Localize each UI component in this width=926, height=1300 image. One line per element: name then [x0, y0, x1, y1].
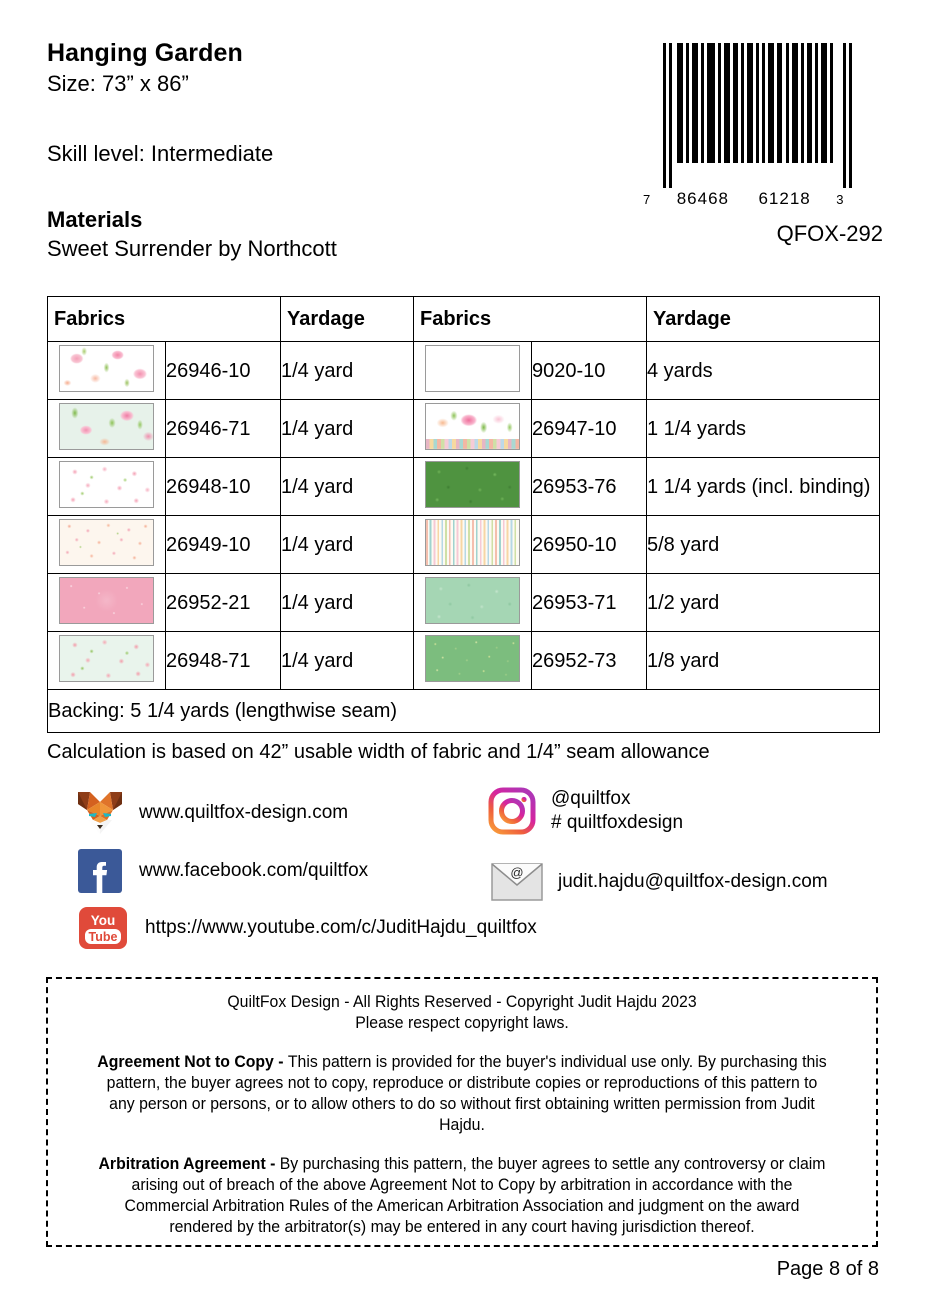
table-header-row — [48, 297, 880, 342]
column-header-fabrics-left: Fabrics — [48, 297, 281, 342]
fabric-swatch-cell — [48, 458, 166, 516]
svg-text:Tube: Tube — [88, 930, 118, 944]
fabric-yardage: 4 yards — [647, 342, 880, 400]
website-url[interactable]: www.quiltfox-design.com — [139, 802, 349, 823]
fox-logo-icon — [75, 790, 125, 836]
fabric-swatch-26947-10 — [425, 403, 520, 450]
fabric-swatch-26948-71 — [59, 635, 154, 682]
envelope-icon — [490, 862, 544, 902]
copyright-line-2: Please respect copyright laws. — [355, 1013, 569, 1032]
arbitration-agreement-body: By purchasing this pattern, the buyer agrees to settle any controversy or claim arising out of breach of the above Agreement Not to Copy by arbitration in accordance with the Commercial Arbitration Rules of the American Arbitration Association and judgment on the award rendered by the arbitrator(s) may be entered in any court having jurisdiction thereof. — [124, 1154, 826, 1236]
skill-level: Skill level: Intermediate — [47, 141, 274, 166]
fabric-code: 26949-10 — [166, 516, 281, 574]
column-header-yardage-right: Yardage — [647, 297, 880, 342]
fabric-yardage: 1/8 yard — [647, 632, 880, 690]
fabric-swatch-cell — [414, 632, 532, 690]
contact-row-facebook[interactable] — [75, 848, 368, 894]
youtube-url[interactable]: https://www.youtube.com/c/JuditHajdu_quiltfox — [145, 917, 537, 938]
instagram-handle[interactable]: @quiltfox — [551, 788, 631, 809]
svg-text:@: @ — [510, 865, 524, 880]
page-number: Page 8 of 8 — [776, 1258, 879, 1280]
instagram-icon — [487, 786, 537, 836]
table-row — [48, 516, 880, 574]
quilt-size: Size: 73” x 86” — [47, 71, 189, 96]
barcode-lead-digit: 7 — [643, 192, 652, 207]
fabric-yardage: 1/2 yard — [647, 574, 880, 632]
table-row — [48, 458, 880, 516]
fabric-swatch-cell — [414, 458, 532, 516]
barcode-block — [639, 43, 887, 247]
fabric-swatch-9020-10 — [425, 345, 520, 392]
copyright-line-1: QuiltFox Design - All Rights Reserved - Copyright Judit Hajdu 2023 — [227, 992, 697, 1011]
fabric-yardage: 1/4 yard — [281, 574, 414, 632]
fabric-swatch-26953-76 — [425, 461, 520, 508]
contact-row-instagram[interactable] — [487, 786, 683, 836]
fabric-yardage: 1/4 yard — [281, 458, 414, 516]
fabric-code: 26948-71 — [166, 632, 281, 690]
fabric-swatch-26952-21 — [59, 577, 154, 624]
table-row — [48, 342, 880, 400]
materials-heading: Materials — [47, 207, 143, 232]
backing-requirement: Backing: 5 1/4 yards (lengthwise seam) — [48, 690, 880, 733]
fabric-swatch-cell — [414, 400, 532, 458]
table-row — [48, 574, 880, 632]
fabric-yardage: 5/8 yard — [647, 516, 880, 574]
fabric-yardage: 1/4 yard — [281, 400, 414, 458]
fabric-code: 26948-10 — [166, 458, 281, 516]
fabric-swatch-cell — [48, 632, 166, 690]
column-header-fabrics-right: Fabrics — [414, 297, 647, 342]
fabric-yardage: 1 1/4 yards — [647, 400, 880, 458]
contact-row-website[interactable] — [75, 790, 348, 836]
fabric-swatch-26952-73 — [425, 635, 520, 682]
email-address[interactable]: judit.hajdu@quiltfox-design.com — [558, 871, 828, 892]
fabric-swatch-cell — [48, 516, 166, 574]
barcode-image — [647, 43, 879, 188]
agreement-not-to-copy-title: Agreement Not to Copy - — [97, 1052, 288, 1071]
barcode-check-digit: 3 — [836, 192, 845, 207]
contact-section — [47, 786, 887, 961]
calculation-note: Calculation is based on 42” usable width of fabric and 1/4” seam allowance — [47, 741, 710, 763]
fabric-code: 26953-71 — [532, 574, 647, 632]
fabric-code: 26952-73 — [532, 632, 647, 690]
fabric-code: 26950-10 — [532, 516, 647, 574]
backing-row — [48, 690, 880, 733]
copyright-box — [46, 977, 878, 1247]
fabric-code: 26953-76 — [532, 458, 647, 516]
fabric-yardage: 1/4 yard — [281, 516, 414, 574]
copyright-header — [92, 991, 832, 1033]
fabric-swatch-cell — [414, 516, 532, 574]
fabric-code: 26952-21 — [166, 574, 281, 632]
fabric-swatch-26948-10 — [59, 461, 154, 508]
contact-row-youtube[interactable] — [75, 906, 537, 950]
barcode-group-left: 86468 — [676, 189, 729, 208]
fabric-swatch-cell — [414, 342, 532, 400]
instagram-text[interactable] — [551, 787, 683, 835]
product-sku: QFOX-292 — [776, 221, 883, 246]
materials-table — [47, 296, 880, 733]
fabric-yardage: 1/4 yard — [281, 632, 414, 690]
fabric-collection-line: Sweet Surrender by Northcott — [47, 236, 337, 261]
fabric-swatch-cell — [48, 342, 166, 400]
fabric-swatch-cell — [48, 400, 166, 458]
fabric-code: 9020-10 — [532, 342, 647, 400]
arbitration-agreement-title: Arbitration Agreement - — [98, 1154, 280, 1173]
fabric-code: 26946-71 — [166, 400, 281, 458]
fabric-swatch-26949-10 — [59, 519, 154, 566]
table-row — [48, 400, 880, 458]
barcode-group-right: 61218 — [758, 189, 811, 208]
fabric-yardage: 1 1/4 yards (incl. binding) — [647, 458, 880, 516]
svg-text:You: You — [90, 913, 116, 928]
column-header-yardage-left: Yardage — [281, 297, 414, 342]
fabric-swatch-26953-71 — [425, 577, 520, 624]
title-block — [47, 38, 607, 261]
agreement-not-to-copy-paragraph — [92, 1051, 832, 1135]
page-title: Hanging Garden — [47, 39, 243, 67]
table-row — [48, 632, 880, 690]
contact-row-email[interactable] — [490, 862, 828, 902]
agreement-not-to-copy-body: This pattern is provided for the buyer's individual use only. By purchasing this pattern, the buyer agrees not to copy, reproduce or distribute copies or reproductions of this pattern to any person or persons, or to allow others to do so without first obtaining written permission from Judit Hajdu. — [106, 1052, 827, 1134]
fabric-code: 26946-10 — [166, 342, 281, 400]
facebook-icon — [75, 848, 125, 894]
fabric-code: 26947-10 — [532, 400, 647, 458]
barcode-digits — [639, 189, 887, 209]
fabric-swatch-26946-71 — [59, 403, 154, 450]
fabric-swatch-cell — [414, 574, 532, 632]
facebook-url[interactable]: www.facebook.com/quiltfox — [139, 860, 369, 881]
fabric-yardage: 1/4 yard — [281, 342, 414, 400]
document-header — [47, 38, 887, 268]
fabric-swatch-26946-10 — [59, 345, 154, 392]
instagram-hashtag[interactable]: # quiltfoxdesign — [551, 812, 684, 833]
fabric-swatch-26950-10 — [425, 519, 520, 566]
youtube-icon — [75, 906, 131, 950]
fabric-swatch-cell — [48, 574, 166, 632]
arbitration-agreement-paragraph — [92, 1153, 832, 1237]
